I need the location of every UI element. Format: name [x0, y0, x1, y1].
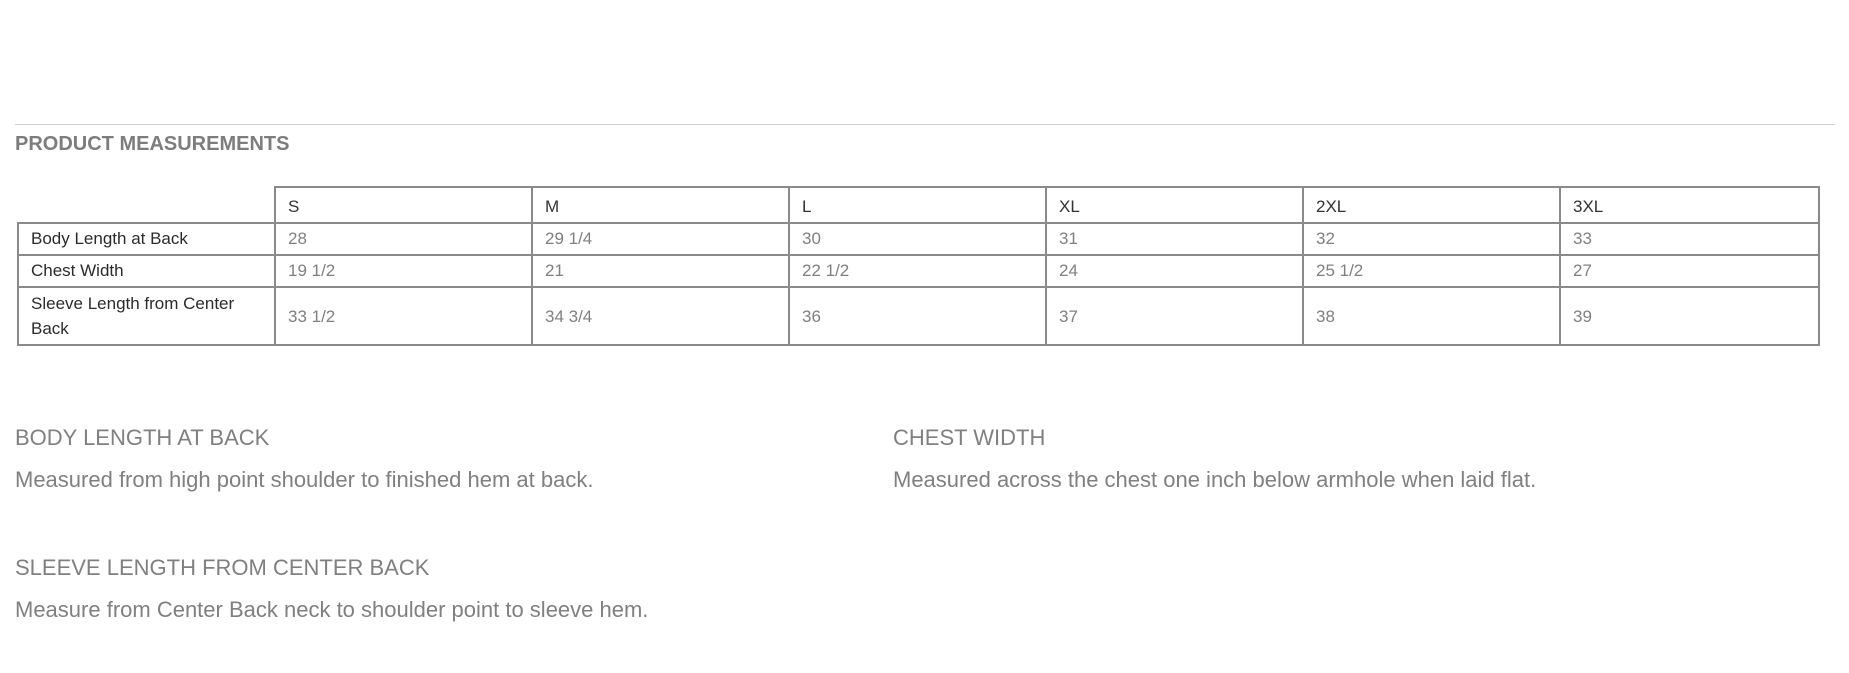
- table-cell: 24: [1046, 255, 1303, 287]
- table-cell: 33 1/2: [275, 287, 532, 345]
- section-divider: [15, 124, 1835, 125]
- description-heading: CHEST WIDTH: [893, 425, 1046, 450]
- table-cell: 36: [789, 287, 1046, 345]
- size-header-cell: L: [789, 187, 1046, 223]
- table-row: [18, 223, 1819, 255]
- row-label: Chest Width: [18, 255, 275, 287]
- description-text: Measure from Center Back neck to shoulder point to sleeve hem.: [15, 597, 649, 622]
- description-heading: SLEEVE LENGTH FROM CENTER BACK: [15, 555, 430, 580]
- size-header-cell: S: [275, 187, 532, 223]
- body-length-description: [15, 425, 593, 493]
- description-text: Measured across the chest one inch below armhole when laid flat.: [893, 467, 1537, 492]
- table-cell: 32: [1303, 223, 1560, 255]
- description-text: Measured from high point shoulder to finished hem at back.: [15, 467, 594, 492]
- table-cell: 25 1/2: [1303, 255, 1560, 287]
- table-cell: 27: [1560, 255, 1819, 287]
- table-row: [18, 255, 1819, 287]
- measurements-table: [17, 186, 1820, 346]
- size-header-cell: 2XL: [1303, 187, 1560, 223]
- size-header-cell: M: [532, 187, 789, 223]
- table-header-row: [18, 187, 1819, 223]
- section-title: PRODUCT MEASUREMENTS: [15, 133, 290, 155]
- row-label: Sleeve Length from Center Back: [18, 287, 275, 345]
- table-cell: 39: [1560, 287, 1819, 345]
- description-heading: BODY LENGTH AT BACK: [15, 425, 270, 450]
- chest-width-description: [893, 425, 1536, 493]
- size-header-cell: XL: [1046, 187, 1303, 223]
- table-cell: 31: [1046, 223, 1303, 255]
- table-cell: 28: [275, 223, 532, 255]
- table-cell: 37: [1046, 287, 1303, 345]
- table-cell: 21: [532, 255, 789, 287]
- table-cell: 22 1/2: [789, 255, 1046, 287]
- table-cell: 30: [789, 223, 1046, 255]
- table-cell: 34 3/4: [532, 287, 789, 345]
- table-cell: 19 1/2: [275, 255, 532, 287]
- table-corner-cell: [18, 187, 275, 223]
- sleeve-length-description: [15, 555, 648, 623]
- row-label: Body Length at Back: [18, 223, 275, 255]
- table-cell: 29 1/4: [532, 223, 789, 255]
- size-header-cell: 3XL: [1560, 187, 1819, 223]
- table-cell: 33: [1560, 223, 1819, 255]
- table-row: [18, 287, 1819, 345]
- table-cell: 38: [1303, 287, 1560, 345]
